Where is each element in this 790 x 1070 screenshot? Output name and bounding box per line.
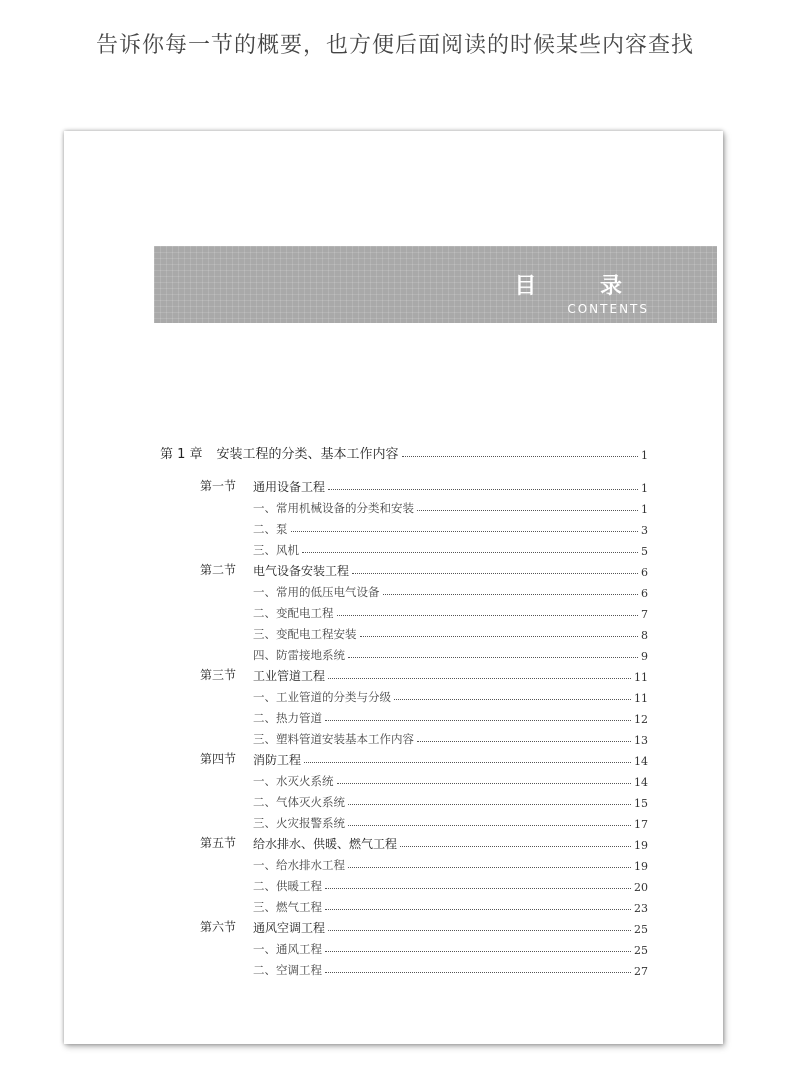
item-title: 一、常用机械设备的分类和安装 (253, 501, 414, 515)
item-page: 25 (634, 944, 648, 957)
item-page: 27 (634, 965, 648, 978)
item-page: 14 (634, 776, 648, 789)
section-title: 消防工程 (253, 753, 302, 767)
dot-leader (348, 867, 631, 868)
item-title: 二、气体灭火系统 (253, 795, 345, 809)
dot-leader (360, 636, 639, 637)
item-page: 9 (641, 650, 648, 663)
item-title: 一、通风工程 (253, 942, 322, 956)
toc-item-row[interactable] (253, 621, 648, 642)
toc-item-row[interactable] (253, 852, 648, 873)
section-page: 19 (634, 839, 648, 852)
item-page: 20 (634, 881, 648, 894)
toc-item-row[interactable] (253, 936, 648, 957)
toc-item-row[interactable] (253, 789, 648, 810)
dot-leader (325, 909, 631, 910)
toc-section-row[interactable] (253, 474, 648, 495)
item-page: 15 (634, 797, 648, 810)
item-title: 三、塑料管道安装基本工作内容 (253, 732, 414, 746)
toc-item-row[interactable] (253, 516, 648, 537)
item-title: 一、常用的低压电气设备 (253, 585, 380, 599)
item-page: 23 (634, 902, 648, 915)
toc-section-row[interactable] (253, 831, 648, 852)
section-heading: 第三节 (200, 668, 237, 682)
dot-leader (417, 510, 638, 511)
item-page: 12 (634, 713, 648, 726)
chapter-title: 安装工程的分类、基本工作内容 (216, 447, 399, 462)
dot-leader (417, 741, 631, 742)
dot-leader (328, 678, 631, 679)
toc-section-row[interactable] (253, 747, 648, 768)
dot-leader (348, 804, 631, 805)
section-page: 1 (641, 482, 648, 495)
section-heading: 第一节 (200, 479, 237, 493)
toc-section-row[interactable] (253, 558, 648, 579)
toc-section-row[interactable] (253, 663, 648, 684)
item-page: 17 (634, 818, 648, 831)
item-title: 三、风机 (253, 543, 299, 557)
dot-leader (304, 762, 631, 763)
book-page (64, 131, 723, 1044)
item-title: 二、变配电工程 (253, 606, 334, 620)
item-title: 二、供暖工程 (253, 879, 322, 893)
item-page: 5 (641, 545, 648, 558)
toc-item-row[interactable] (253, 768, 648, 789)
dot-leader (325, 888, 631, 889)
section-heading: 第四节 (200, 752, 237, 766)
contents-banner (154, 246, 717, 323)
toc-item-row[interactable] (253, 894, 648, 915)
dot-leader (348, 657, 638, 658)
dot-leader (337, 615, 639, 616)
item-page: 19 (634, 860, 648, 873)
toc-item-row[interactable] (253, 642, 648, 663)
section-heading: 第二节 (200, 563, 237, 577)
item-page: 6 (641, 587, 648, 600)
section-title: 通用设备工程 (253, 480, 326, 494)
item-title: 二、热力管道 (253, 711, 322, 725)
item-title: 二、泵 (253, 522, 288, 536)
dot-leader (325, 972, 631, 973)
dot-leader (394, 699, 631, 700)
dot-leader (337, 783, 632, 784)
item-page: 11 (634, 692, 648, 705)
toc-item-row[interactable] (253, 684, 648, 705)
item-title: 一、工业管道的分类与分级 (253, 690, 391, 704)
item-page: 1 (641, 503, 648, 516)
section-title: 工业管道工程 (253, 669, 326, 683)
banner-subtitle: CONTENTS (567, 302, 649, 316)
item-title: 三、火灾报警系统 (253, 816, 345, 830)
dot-leader (325, 951, 631, 952)
item-page: 13 (634, 734, 648, 747)
section-page: 6 (641, 566, 648, 579)
dot-leader (352, 573, 638, 574)
dot-leader (383, 594, 639, 595)
item-title: 三、燃气工程 (253, 900, 322, 914)
toc-item-row[interactable] (253, 726, 648, 747)
item-page: 7 (641, 608, 648, 621)
toc-section-row[interactable] (253, 915, 648, 936)
banner-title: 目 录 (514, 274, 650, 299)
toc-item-row[interactable] (253, 495, 648, 516)
toc-item-row[interactable] (253, 957, 648, 978)
dot-leader (348, 825, 631, 826)
section-heading: 第五节 (200, 836, 237, 850)
dot-leader (328, 930, 631, 931)
chapter-page: 1 (641, 449, 648, 462)
toc-item-row[interactable] (253, 705, 648, 726)
dot-leader (325, 720, 631, 721)
toc-item-row[interactable] (253, 579, 648, 600)
toc-item-row[interactable] (253, 873, 648, 894)
toc-item-row[interactable] (253, 537, 648, 558)
section-heading: 第六节 (200, 920, 237, 934)
section-page: 11 (634, 671, 648, 684)
dot-leader (302, 552, 638, 553)
item-page: 8 (641, 629, 648, 642)
item-title: 二、空调工程 (253, 963, 322, 977)
section-title: 给水排水、供暖、燃气工程 (253, 837, 398, 851)
item-title: 一、给水排水工程 (253, 858, 345, 872)
dot-leader (291, 531, 639, 532)
section-title: 电气设备安装工程 (253, 564, 350, 578)
caption-text: 告诉你每一节的概要，也方便后面阅读的时候某些内容查找 (95, 33, 694, 58)
dot-leader (400, 846, 631, 847)
section-page: 25 (634, 923, 648, 936)
section-title: 通风空调工程 (253, 921, 326, 935)
dot-leader (402, 456, 638, 457)
item-title: 四、防雷接地系统 (253, 648, 345, 662)
item-title: 一、水灭火系统 (253, 774, 334, 788)
item-title: 三、变配电工程安装 (253, 627, 357, 641)
item-page: 3 (641, 524, 648, 537)
chapter-number: 第 1 章 (160, 447, 203, 462)
toc-item-row[interactable] (253, 600, 648, 621)
section-page: 14 (634, 755, 648, 768)
toc-chapter-row[interactable] (160, 441, 648, 462)
toc-item-row[interactable] (253, 810, 648, 831)
dot-leader (328, 489, 638, 490)
